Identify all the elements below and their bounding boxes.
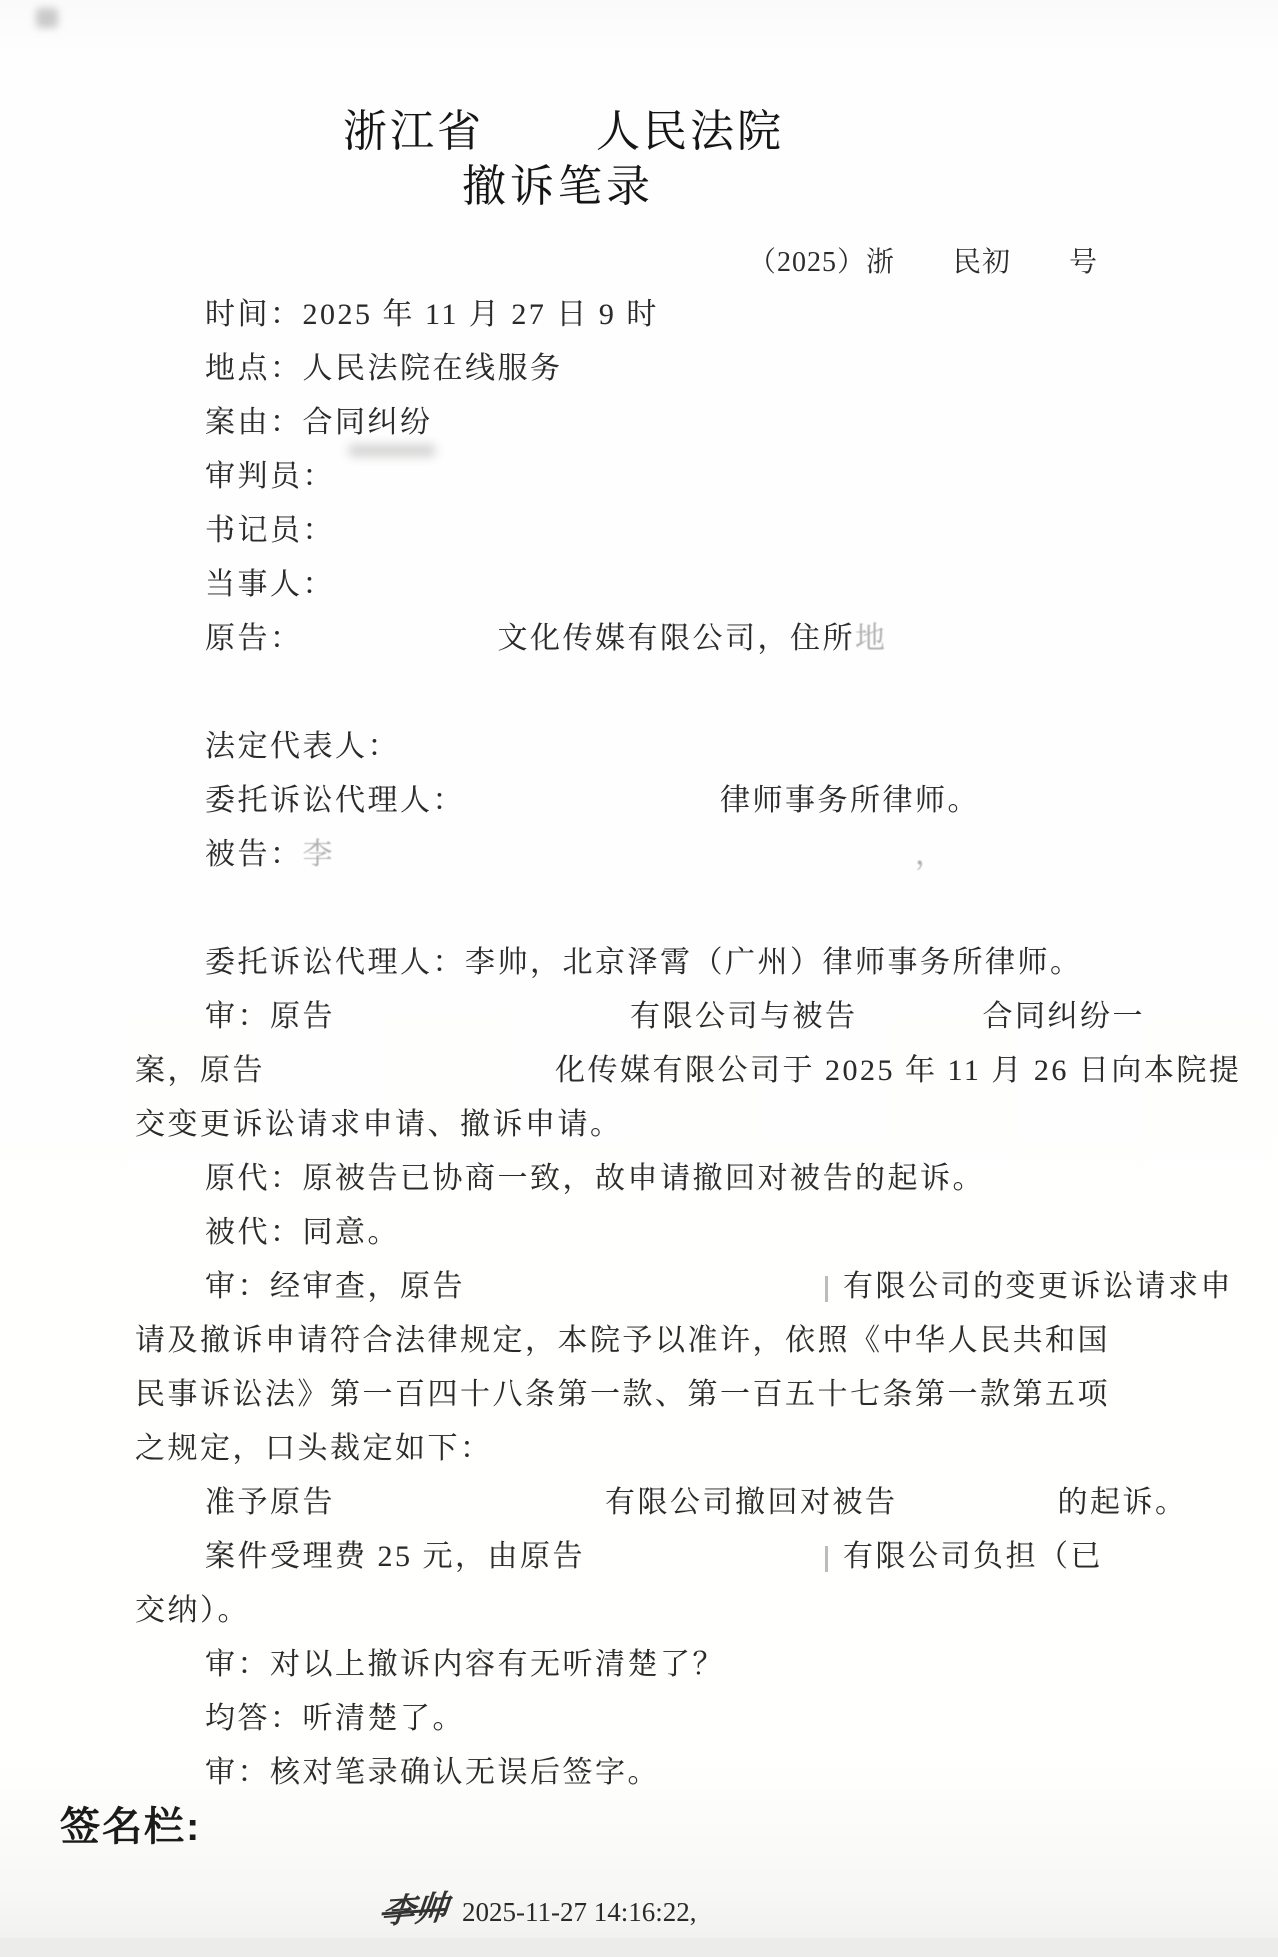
- document-line: [135, 990, 1195, 1044]
- document-line: [135, 1746, 1195, 1800]
- document-line: [135, 558, 1195, 612]
- text-segment: 地: [855, 622, 888, 655]
- redaction-gap: [484, 145, 596, 146]
- document-line: [135, 342, 1195, 396]
- document-line: [135, 720, 1195, 774]
- case-number-suffix: 号: [1069, 247, 1099, 278]
- text-segment: 原代：原被告已协商一致，故申请撤回对被告的起诉。: [205, 1162, 985, 1195]
- text-segment: 的起诉。: [1057, 1486, 1188, 1519]
- document-line: [135, 1476, 1195, 1530]
- document-line: [135, 1584, 1195, 1638]
- redaction-gap: [335, 1511, 605, 1512]
- text-segment: 时间：2025 年 11 月 27 日 9 时: [205, 298, 659, 331]
- case-number-mid: 民初: [953, 247, 1012, 278]
- document-line: [135, 288, 1195, 342]
- text-segment: 审：核对笔录确认无误后签字。: [205, 1756, 660, 1789]
- document-line: [135, 504, 1195, 558]
- document-line: [135, 1260, 1233, 1314]
- partial-character-stub: [825, 1276, 838, 1302]
- redaction-gap: [858, 1025, 983, 1026]
- text-segment: 交纳）。: [135, 1594, 250, 1627]
- redaction-gap: [585, 1565, 825, 1566]
- document-line: [135, 1530, 1195, 1584]
- document-line: [135, 1422, 1195, 1476]
- redaction-gap: [465, 1295, 825, 1296]
- redaction-gap: [335, 1025, 630, 1026]
- text-segment: 法定代表人：: [205, 730, 400, 763]
- document-line: [135, 1044, 1242, 1098]
- document-body: [135, 288, 1242, 1800]
- document-line: [135, 450, 1195, 504]
- redaction-gap: [898, 1511, 1058, 1512]
- text-segment: 当事人：: [205, 568, 335, 601]
- text-segment: 合同纠纷一: [982, 1000, 1145, 1033]
- text-segment: 书记员：: [205, 514, 335, 547]
- redaction-gap: [335, 863, 915, 864]
- text-segment: 委托诉讼代理人：: [205, 784, 465, 817]
- document-line: [135, 1098, 1195, 1152]
- text-segment: 请及撤诉申请符合法律规定，本院予以准许，依照《中华人民共和国: [135, 1324, 1110, 1357]
- text-segment: 地点：人民法院在线服务: [205, 352, 563, 385]
- text-segment: 均答：听清楚了。: [205, 1702, 465, 1735]
- scan-bottom-edge: [0, 1938, 1278, 1957]
- text-segment: 文化传媒有限公司，住所: [497, 622, 855, 655]
- document-line: [135, 612, 1195, 666]
- redaction-gap: [303, 647, 498, 648]
- redaction-gap: [895, 270, 953, 271]
- document-line: [135, 396, 1195, 450]
- text-segment: 审：对以上撤诉内容有无听清楚了？: [205, 1648, 725, 1681]
- text-segment: 审判员：: [205, 460, 335, 493]
- text-segment: 审：经审查，原告: [205, 1270, 465, 1303]
- case-number-prefix: （2025）浙: [748, 247, 896, 278]
- document-line: [135, 1206, 1195, 1260]
- text-segment: 交变更诉讼请求申请、撤诉申请。: [135, 1108, 623, 1141]
- text-segment: 李: [302, 838, 335, 871]
- signature-column-label: 签名栏:: [60, 1805, 202, 1849]
- text-segment: 民事诉讼法》第一百四十八条第一款、第一百五十七条第一款第五项: [135, 1378, 1110, 1411]
- text-segment: 有限公司撤回对被告: [605, 1486, 898, 1519]
- text-segment: 审：原告: [205, 1000, 335, 1033]
- signature-handwriting: 李帅: [379, 1890, 450, 1932]
- text-segment: 案件受理费 25 元，由原告: [205, 1540, 585, 1573]
- text-segment: 被告：: [205, 838, 303, 871]
- text-segment: 有限公司负担（已: [843, 1540, 1103, 1573]
- document-line: [135, 1692, 1195, 1746]
- document-title: 撤诉笔录: [462, 162, 654, 211]
- text-segment: 案由：合同纠纷: [205, 406, 433, 439]
- court-title-suffix: 人民法院: [596, 107, 784, 156]
- redacted-blank-line: [135, 666, 1195, 720]
- court-title-prefix: 浙江省: [343, 107, 484, 156]
- text-segment: 准予原告: [205, 1486, 335, 1519]
- signature-timestamp: 2025-11-27 14:16:22,: [462, 1897, 697, 1927]
- document-line: [135, 828, 1195, 882]
- redaction-gap: [1011, 270, 1069, 271]
- text-segment: 化传媒有限公司于 2025 年 11 月 26 日向本院提: [555, 1054, 1242, 1087]
- redacted-blank-line: [135, 882, 1195, 936]
- document-line: [135, 1152, 1195, 1206]
- text-segment: 有限公司的变更诉讼请求申: [843, 1270, 1233, 1303]
- redaction-gap: [465, 809, 720, 810]
- document-line: [135, 1368, 1195, 1422]
- signature-line: [379, 1884, 697, 1932]
- text-segment: 案，原告: [135, 1054, 265, 1087]
- document-line: [135, 774, 1195, 828]
- document-line: [135, 936, 1195, 990]
- case-number: [748, 240, 1098, 280]
- document-line: [135, 1638, 1195, 1692]
- redaction-gap: [265, 1079, 555, 1080]
- text-segment: ，: [915, 838, 948, 871]
- scan-corner-smudge: [36, 8, 58, 28]
- text-segment: 委托诉讼代理人：李帅，北京泽霄（广州）律师事务所律师。: [205, 946, 1083, 979]
- partial-character-stub: [825, 1546, 838, 1572]
- text-segment: 之规定，口头裁定如下：: [135, 1432, 493, 1465]
- text-segment: 原告：: [205, 622, 303, 655]
- document-line: [135, 1314, 1195, 1368]
- text-segment: 有限公司与被告: [630, 1000, 858, 1033]
- text-segment: 律师事务所律师。: [720, 784, 980, 817]
- text-segment: 被代：同意。: [205, 1216, 400, 1249]
